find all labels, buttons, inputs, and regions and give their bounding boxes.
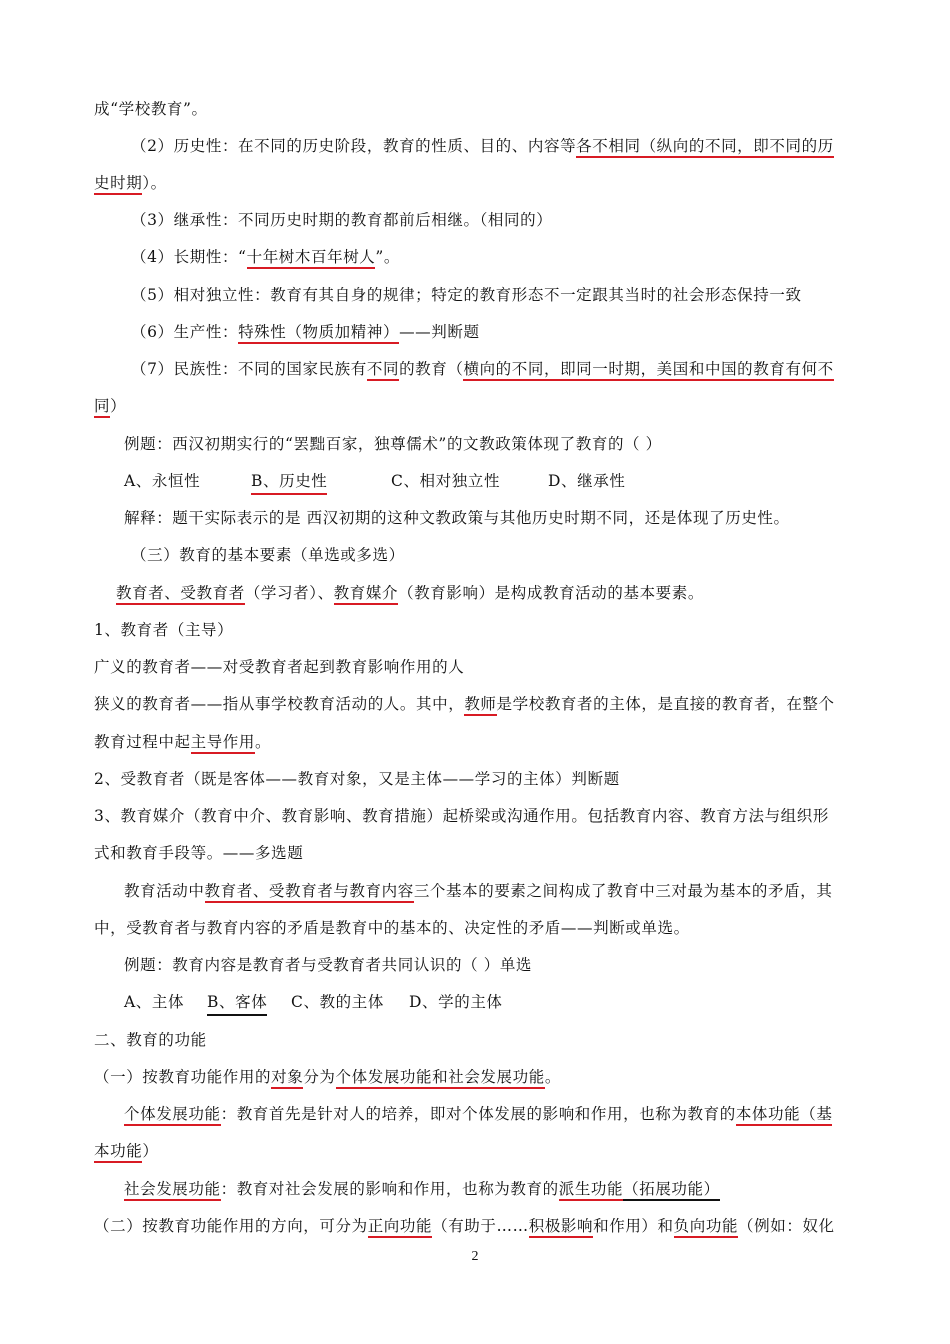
text-segment: 狭义的教育者——指从事学校教育活动的人。其中， [94,695,465,713]
text-segment: 2、受教育者（既是客体——教育对象，又是主体——学习的主体）判断题 [94,770,620,788]
subheading [94,768,869,790]
text-segment: 式和教育手段等。——多选题 [94,844,304,862]
underlined-text: 教育者、受教育者与教育内容 [205,882,414,903]
text-segment: （一）按教育功能作用的 [94,1068,272,1086]
text-segment: C、相对独立性 [391,472,501,490]
section-heading [94,1029,869,1051]
text-segment: （学习者）、 [244,584,334,602]
text-segment: （7）民族性：不同的国家民族有 [131,360,367,378]
underlined-text: 派生功能 [559,1180,623,1201]
subheading [94,805,869,827]
text-segment: 三个基本的要素之间构成了教育中三对最为基本的矛盾，其 [413,882,833,900]
text-segment: 。 [255,733,272,751]
underlined-text: 十年树木百年树人 [247,248,376,269]
text-line [131,358,906,380]
text-segment: （三）教育的基本要素（单选或多选） [131,546,405,564]
text-line [94,731,869,753]
text-line [131,321,906,343]
underlined-text: 积极影响 [529,1217,593,1238]
text-line [94,693,869,715]
text-line [94,1140,869,1162]
text-segment: 例题：西汉初期实行的“罢黜百家，独尊儒术”的文教政策体现了教育的（ ） [124,435,662,453]
text-segment: 3、教育媒介（教育中介、教育影响、教育措施）起桥梁或沟通作用。包括教育内容、教育方法与组织形 [94,807,829,825]
underlined-text: 不同 [367,360,399,381]
text-segment: （6）生产性： [131,323,239,341]
text-line [124,1103,899,1125]
text-segment: 是学校教育者的主体，是直接的教育者，在整个 [496,695,835,713]
text-segment: （例如：奴化 [738,1217,835,1235]
text-segment: ） [142,1142,159,1160]
text-segment: A、永恒性 [124,472,201,490]
underlined-text: 本功能 [94,1142,142,1163]
text-segment: ） [110,397,127,415]
underlined-text: 教师 [464,695,496,716]
underlined-text: 教育者、受教育者 [116,584,245,605]
underlined-text: 同 [94,397,110,418]
text-segment: 中，受教育者与教育内容的矛盾是教育中的基本的、决定性的矛盾——判断或单选。 [94,919,690,937]
text-segment: C、教的主体 [291,993,384,1011]
underlined-text: （拓展功能） [623,1180,720,1201]
example-question [124,954,899,976]
text-segment: ：教育首先是针对人的培养，即对个体发展的影响和作用，也称为教育的 [220,1105,736,1123]
text-line [94,98,869,120]
underlined-text: 本体功能（基 [736,1105,833,1126]
text-line [94,842,869,864]
underlined-text: B、客体 [207,991,267,1016]
text-segment: 广义的教育者——对受教育者起到教育影响作用的人 [94,658,465,676]
section-heading [131,544,906,566]
explanation [124,507,899,529]
text-segment: 二、教育的功能 [94,1031,207,1049]
text-segment: ”。 [375,248,401,266]
text-segment: 。 [544,1068,561,1086]
text-line [131,246,906,268]
text-segment: （5）相对独立性：教育有其自身的规律；特定的教育形态不一定跟其当时的社会形态保持一致 [131,286,802,304]
text-segment: D、继承性 [548,472,626,490]
text-line [94,1066,869,1088]
underlined-text: 个体发展功能 [124,1105,221,1126]
text-segment: A、主体 [124,993,185,1011]
text-line [94,172,869,194]
text-line [124,1178,899,1200]
text-segment: 成“学校教育”。 [94,100,208,118]
text-segment: （3）继承性：不同历史时期的教育都前后相继。（相同的） [131,211,553,229]
underlined-text: 个体发展功能和社会发展功能 [336,1068,545,1089]
example-question [124,433,899,455]
text-segment: 分为 [303,1068,336,1086]
text-segment: 和作用）和 [593,1217,674,1235]
text-line [94,395,869,417]
text-line [94,917,869,939]
text-segment: 例题：教育内容是教育者与受教育者共同认识的（ ）单选 [124,956,533,974]
text-line [131,284,906,306]
text-segment: （教育影响）是构成教育活动的基本要素。 [398,584,704,602]
text-line [94,1215,869,1237]
underlined-text: 负向功能 [674,1217,738,1238]
underlined-text: 史时期 [94,174,142,195]
text-segment: （4）长期性：“ [131,248,247,266]
text-line [131,209,906,231]
underlined-text: 正向功能 [368,1217,432,1238]
underlined-text: 对象 [271,1068,303,1089]
text-segment: 教育过程中起 [94,733,191,751]
underlined-text: 社会发展功能 [124,1180,221,1201]
page-number: 2 [471,1249,479,1264]
text-segment: D、学的主体 [409,993,503,1011]
subheading [94,619,869,641]
text-segment: （2）历史性：在不同的历史阶段，教育的性质、目的、内容等 [131,137,577,155]
text-segment: ——判断题 [399,323,480,341]
text-segment: 解释：题干实际表示的是 西汉初期的这种文教政策与其他历史时期不同，还是体现了历史性。 [124,509,790,527]
text-segment: ：教育对社会发展的影响和作用，也称为教育的 [220,1180,559,1198]
underlined-text: 教育媒介 [334,584,398,605]
text-segment: ）。 [142,174,167,192]
underlined-text: B、历史性 [251,470,327,495]
text-line [124,880,899,902]
text-segment: （有助于…… [432,1217,529,1235]
underlined-text: 特殊性（物质加精神） [238,323,399,344]
underlined-text: 各不相同（纵向的不同，即不同的历 [576,137,834,158]
text-line [116,582,891,604]
text-segment: 教育活动中 [124,882,205,900]
text-segment: 的教育（ [399,360,464,378]
underlined-text: 主导作用 [191,733,255,754]
text-line [94,656,869,678]
text-segment: 1、教育者（主导） [94,621,234,639]
underlined-text: 横向的不同，即同一时期，美国和中国的教育有何不 [463,360,833,381]
text-segment: （二）按教育功能作用的方向，可分为 [94,1217,368,1235]
text-line [131,135,906,157]
